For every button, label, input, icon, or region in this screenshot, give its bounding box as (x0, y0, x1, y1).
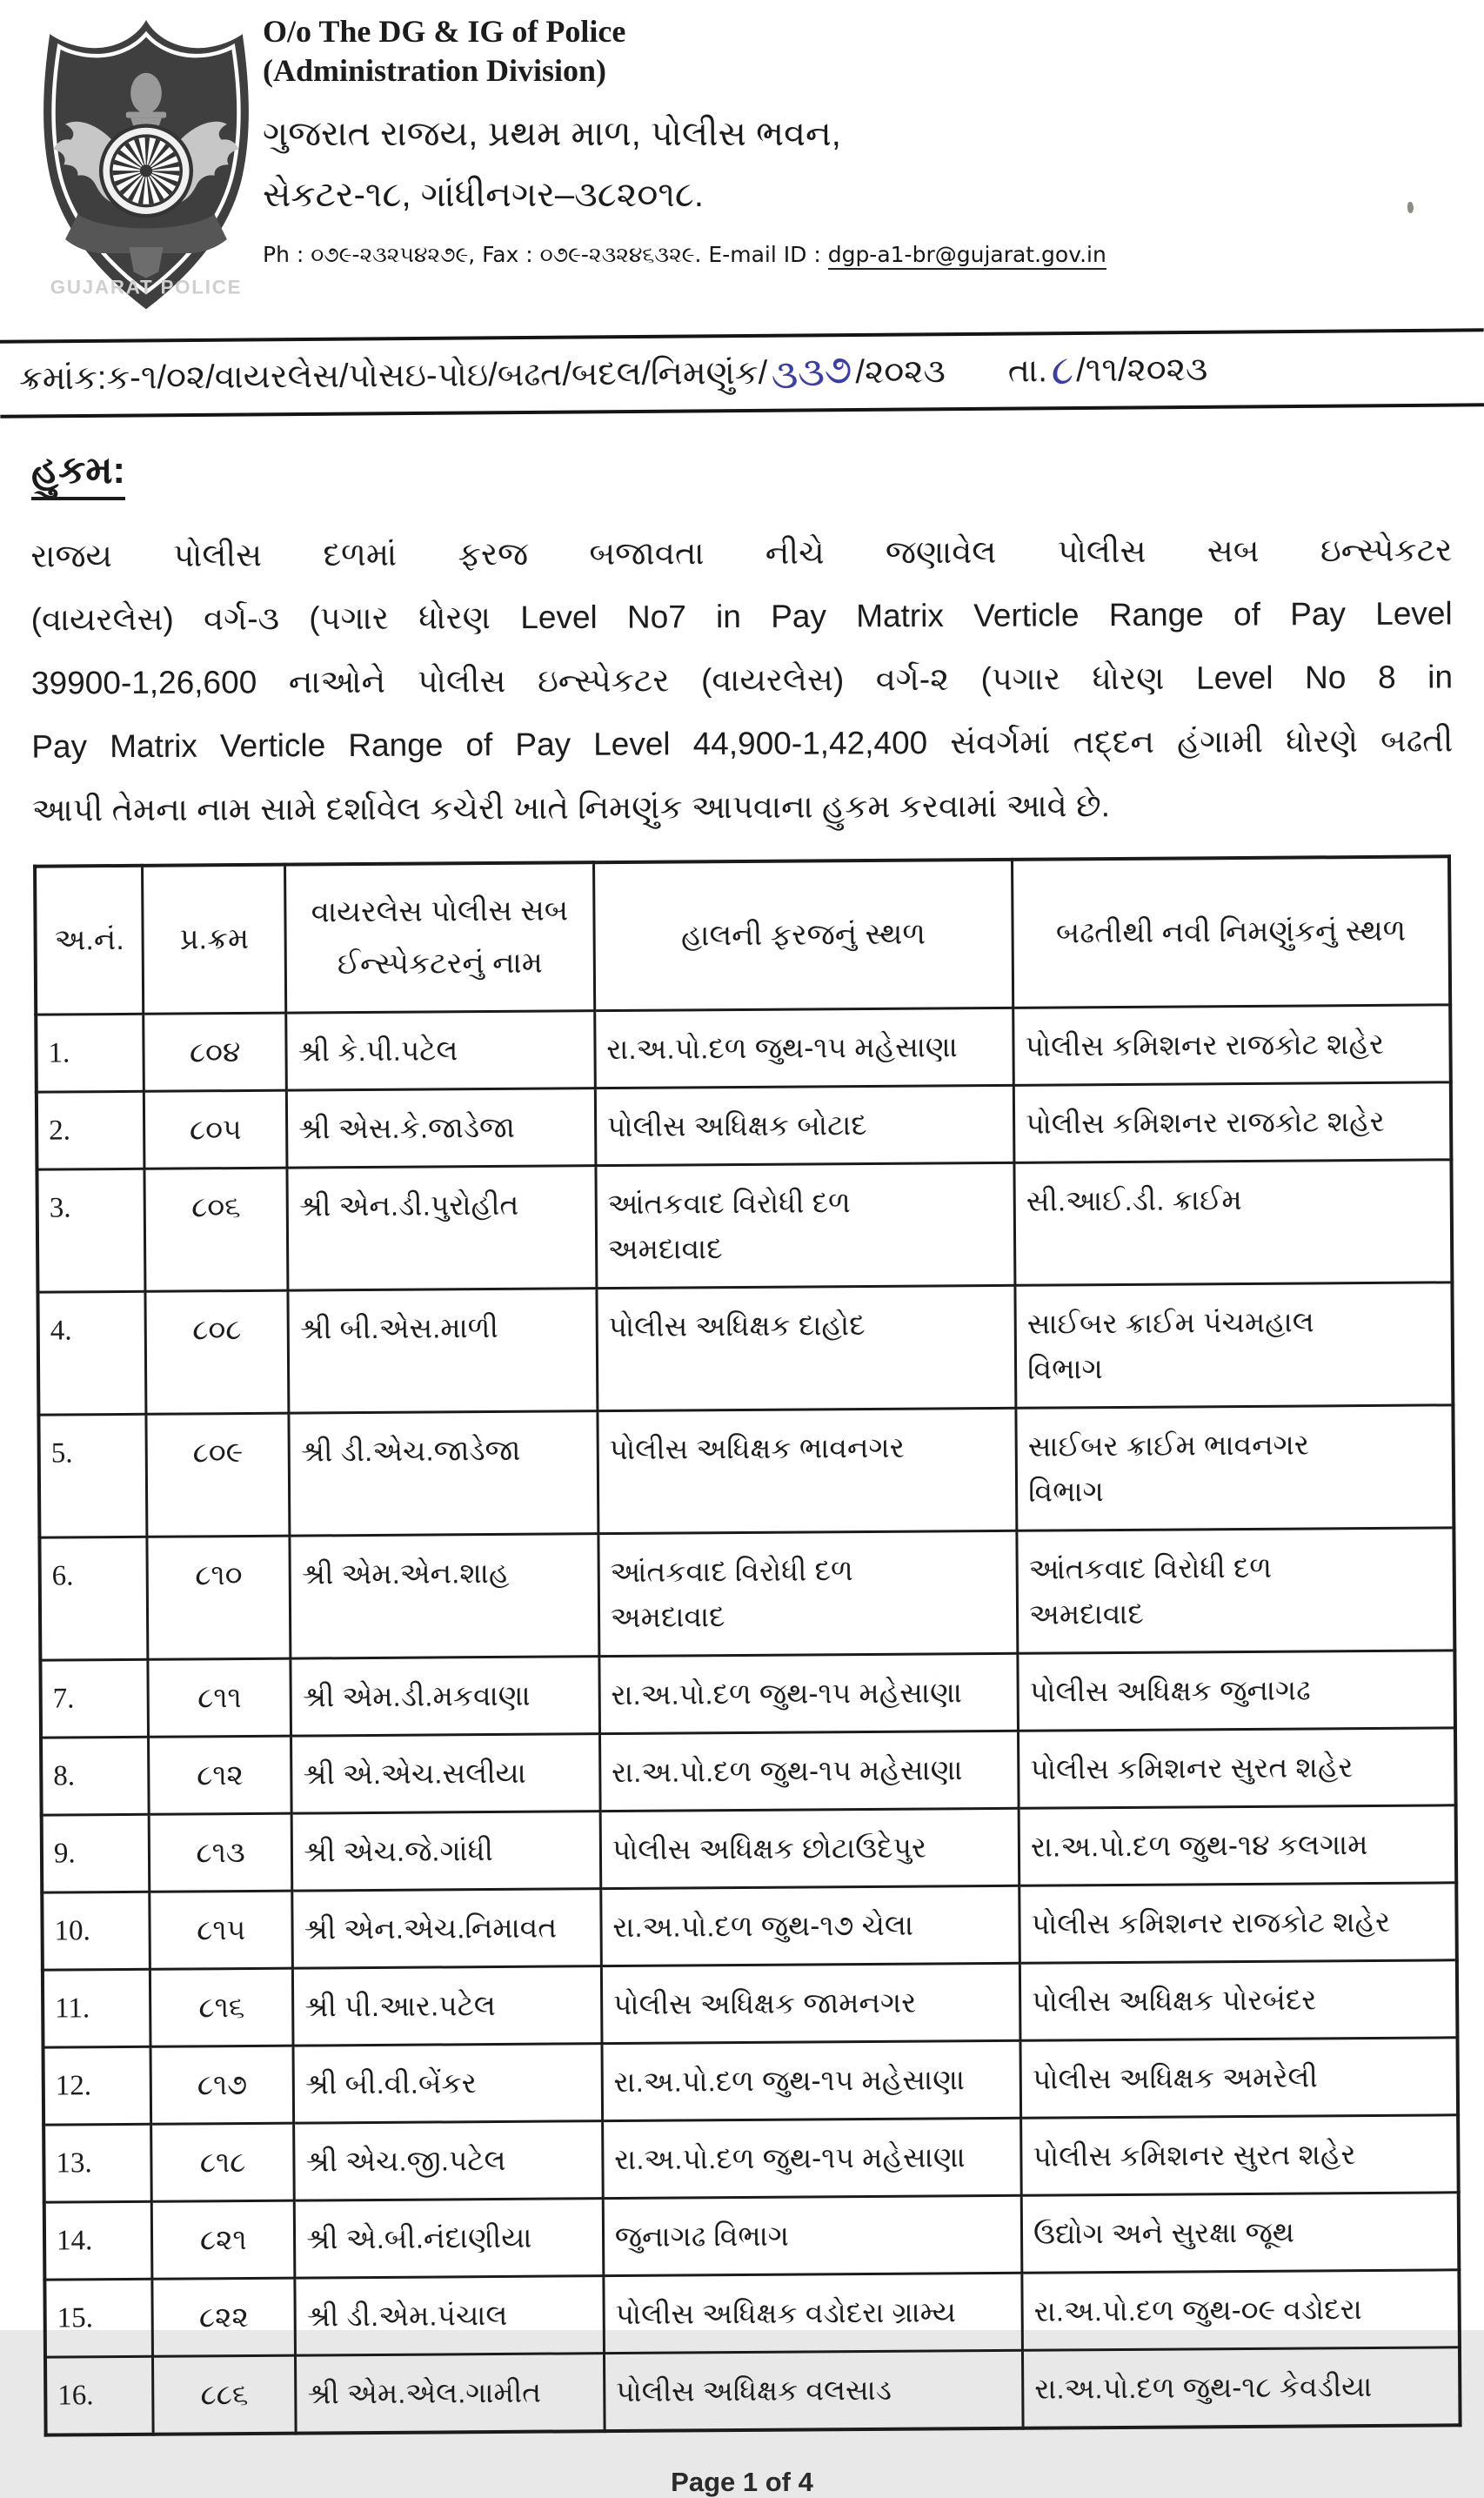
cell-serial: 1. (36, 1014, 144, 1092)
table-row (38, 1405, 1454, 1537)
cell-officer-name: શ્રી બી.એસ.માળી (288, 1289, 597, 1413)
order-body-line: Pay Matrix Verticle Range of Pay Level 44,900-1,42,400 સંવર્ગમાં તદ્દન હંગામી ધોરણે બઢતી (31, 722, 1454, 765)
reference-line (0, 332, 1484, 414)
cell-current-post: પોલીસ અધિક્ષક ભાવનગર (598, 1408, 1017, 1533)
cell-serial: 4. (37, 1291, 146, 1415)
cell-officer-name: શ્રી એમ.એલ.ગામીત (296, 2354, 605, 2434)
reference-band (0, 328, 1484, 418)
cell-current-post: રા.અ.પો.દળ જુથ-૧૫ મહેસાણા (594, 1008, 1013, 1088)
cell-officer-name: શ્રી ડી.એચ.જાડેજા (289, 1411, 598, 1536)
letterhead (0, 0, 1484, 332)
ref-gap (946, 382, 1008, 383)
cell-new-post: પોલીસ કમિશનર રાજકોટ શહેર (1013, 1005, 1451, 1086)
cell-officer-name: શ્રી એ.એચ.સલીયા (291, 1734, 600, 1813)
order-heading: હુકમ: (31, 449, 125, 500)
cell-officer-name: શ્રી એમ.ડી.મકવાણા (291, 1657, 599, 1736)
cell-new-post: રા.અ.પો.દળ જુથ-૦૯ વડોદરા (1022, 2270, 1460, 2351)
cell-officer-name: શ્રી એ.બી.નંદાણીયા (295, 2199, 604, 2278)
cell-current-post: પોલીસ અધિક્ષક જામનગર (601, 1963, 1020, 2043)
address-line-1: ગુજરાત રાજય, પ્રથમ માળ, પોલીસ ભવન, (263, 115, 841, 153)
table-row (37, 1160, 1452, 1292)
cell-seniority: ૮૧૧ (148, 1658, 291, 1737)
gujarat-police-logo (30, 10, 263, 322)
table-row (42, 1883, 1457, 1970)
table-row (40, 1651, 1455, 1738)
cell-seniority: ૮૦૪ (144, 1013, 287, 1091)
cell-seniority: ૮૧૫ (150, 1891, 293, 1969)
cell-new-post: પોલીસ કમિશનર રાજકોટ શહેર (1013, 1082, 1451, 1163)
cell-officer-name: શ્રી કે.પી.પટેલ (286, 1011, 595, 1090)
table-row (36, 1005, 1451, 1092)
cell-current-post: રા.અ.પો.દળ જુથ-૧૫ મહેસાણા (602, 2040, 1021, 2120)
cell-current-post: આંતકવાદ વિરોધી દળ અમદાવાદ (596, 1162, 1015, 1288)
cell-seniority: ૮૧૮ (151, 2123, 295, 2201)
promotion-table (33, 854, 1462, 2436)
order-body-line: 39900-1,26,600 નાઓને પોલીસ ઇન્સ્પેકટર (વાયરલેસ) વર્ગ-૨ (પગાર ધોરણ Level No 8 in (30, 659, 1454, 701)
table-body (36, 1005, 1460, 2435)
address-line-2: સેકટર-૧૮, ગાંધીનગર–૩૮૨૦૧૮. (263, 176, 705, 214)
table-row (42, 1805, 1457, 1892)
contact-line (263, 242, 1394, 268)
cell-serial: 8. (41, 1737, 149, 1815)
cell-serial: 5. (38, 1414, 147, 1537)
cell-current-post: રા.અ.પો.દળ જુથ-૧૫ મહેસાણા (599, 1653, 1019, 1733)
col-header-name: વાયરલેસ પોલીસ સબ ઈન્સ્પેકટરનું નામ (285, 862, 595, 1013)
cell-officer-name: શ્રી એમ.એન.શાહ (290, 1534, 598, 1658)
table-row (41, 1728, 1456, 1815)
cell-officer-name: શ્રી એચ.જી.પટેલ (294, 2121, 603, 2200)
col-header-seniority: પ્ર.ક્રમ (143, 865, 286, 1015)
phone-fax-text: Ph : ૦૭૯-૨૩૨૫૪૨૭૯, Fax : ૦૭૯-૨૩૨૪૬૩૨૯. E-mail ID : (263, 242, 828, 267)
ref-number-prefix: ક્રમાંક:ક-૧/૦૨/વાયરલેસ/પોસઇ-પોઇ/બઢત/બદલ/નિમણુંક/ (18, 354, 768, 398)
order-body-line: આપી તેમના નામ સામે દર્શાવેલ કચેરી ખાતે નિમણુંક આપવાના હુકમ કરવામાં આવે છે. (31, 787, 1111, 828)
col-header-serial: અ.નં. (35, 866, 144, 1015)
cell-serial: 13. (43, 2124, 151, 2202)
cell-new-post: પોલીસ અધિક્ષક જુનાગઢ (1018, 1651, 1455, 1731)
col-header-new-post: બઢતીથી નવી નિમણુંકનું સ્થળ (1013, 856, 1451, 1008)
cell-current-post: આંતકવાદ વિરોધી દળ અમદાવાદ (598, 1530, 1018, 1656)
cell-new-post: પોલીસ કમિશનર રાજકોટ શહેર (1019, 1883, 1457, 1964)
cell-seniority: ૮૦૯ (146, 1413, 290, 1537)
cell-seniority: ૮૧૬ (150, 1968, 293, 2046)
cell-new-post: સાઈબર ક્રાઈમ પંચમહાલ વિભાગ (1015, 1282, 1453, 1409)
ref-number-suffix: /૨૦૨૩ (855, 353, 946, 391)
table-row (37, 1082, 1452, 1169)
office-division: (Administration Division) (263, 53, 607, 88)
cell-new-post: પોલીસ કમિશનર સુરત શહેર (1021, 2115, 1459, 2196)
cell-serial: 2. (37, 1091, 144, 1169)
ref-number-handwritten: ૩૩૭ (769, 345, 854, 399)
cell-new-post: પોલીસ અધિક્ષક અમરેલી (1020, 2038, 1458, 2119)
cell-current-post: રા.અ.પો.દળ જુથ-૧૫ મહેસાણા (602, 2118, 1021, 2198)
cell-seniority: ૮૮૬ (153, 2355, 297, 2434)
cell-current-post: રા.અ.પો.દળ જુથ-૧૭ ચેલા (600, 1885, 1019, 1966)
cell-new-post: પોલીસ કમિશનર સુરત શહેર (1019, 1728, 1456, 1809)
cell-serial: 16. (45, 2356, 153, 2434)
cell-serial: 10. (42, 1892, 150, 1970)
table-row (43, 1960, 1458, 2047)
cell-current-post: પોલીસ અધિક્ષક છોટાઉદેપુર (600, 1808, 1019, 1888)
cell-seniority: ૮૧૭ (150, 2046, 294, 2124)
cell-current-post: પોલીસ અધિક્ષક વડોદરા ગ્રામ્ય (604, 2273, 1023, 2353)
cell-officer-name: શ્રી એચ.જે.ગાંધી (291, 1812, 600, 1891)
cell-new-post: રા.અ.પો.દળ જુથ-૧૮ કેવડીયા (1023, 2347, 1461, 2428)
ref-date-handwritten: ૮ (1048, 345, 1075, 395)
cell-seniority: ૮૦૬ (144, 1168, 288, 1291)
cell-serial: 6. (39, 1537, 148, 1660)
order-body-line: (વાયરલેસ) વર્ગ-૩ (પગાર ધોરણ Level No7 in Pay Matrix Verticle Range of Pay Level (30, 595, 1453, 638)
cell-new-post: સાઈબર ક્રાઈમ ભાવનગર વિભાગ (1016, 1405, 1454, 1531)
cell-serial: 7. (40, 1659, 148, 1738)
cell-new-post: સી.આઈ.ડી. ક્રાઈમ (1014, 1160, 1452, 1286)
cell-seniority: ૮૦૫ (144, 1090, 287, 1169)
cell-seniority: ૮૧૦ (147, 1536, 291, 1659)
cell-seniority: ૮૨૨ (152, 2278, 296, 2356)
table-row (45, 2347, 1461, 2435)
email-link: dgp-a1-br@gujarat.gov.in (828, 242, 1106, 270)
col-header-current-post: હાલની ફરજનું સ્થળ (593, 860, 1013, 1011)
table-header-row (35, 856, 1450, 1015)
cell-current-post: પોલીસ અધિક્ષક દાહોદ (597, 1285, 1016, 1410)
cell-new-post: પોલીસ અધિક્ષક પોરબંદર (1019, 1960, 1457, 2041)
cell-officer-name: શ્રી બી.વી.બેંકર (293, 2044, 602, 2123)
cell-officer-name: શ્રી ડી.એમ.પંચાલ (295, 2276, 604, 2355)
cell-current-post: પોલીસ અધિક્ષક બોટાદ (595, 1085, 1014, 1165)
logo-text: GUJARAT POLICE (50, 276, 243, 298)
cell-officer-name: શ્રી એન.ડી.પુરોહીત (287, 1166, 596, 1290)
cell-serial: 9. (42, 1814, 150, 1892)
page-number: Page 1 of 4 (671, 2467, 813, 2497)
office-name: O/o The DG & IG of Police (263, 14, 626, 49)
cell-seniority: ૮૧૨ (149, 1736, 292, 1814)
ref-date-prefix: તા. (1007, 352, 1048, 390)
cell-current-post: પોલીસ અધિક્ષક વલસાડ (604, 2350, 1023, 2431)
table-row (43, 2038, 1459, 2125)
cell-seniority: ૮૧૩ (149, 1813, 292, 1892)
table-row (44, 2270, 1460, 2357)
cell-serial: 12. (43, 2046, 151, 2125)
order-body-line: રાજય પોલીસ દળમાં ફરજ બજાવતા નીચે જણાવેલ પોલીસ સબ ઇન્સ્પેકટર (30, 532, 1453, 574)
ashoka-chakra-icon (101, 126, 191, 217)
ref-date-suffix: /૧૧/૨૦૨૩ (1076, 351, 1208, 389)
order-body (30, 518, 1454, 841)
table-row (39, 1528, 1454, 1660)
cell-current-post: જુનાગઢ વિભાગ (603, 2195, 1022, 2275)
promotion-table-wrap (33, 854, 1462, 2436)
cell-serial: 11. (43, 1969, 150, 2047)
cell-new-post: ઉદ્યોગ અને સુરક્ષા જૂથ (1021, 2193, 1459, 2274)
letterhead-text (263, 12, 1394, 268)
table-row (44, 2193, 1460, 2280)
cell-seniority: ૮૦૮ (145, 1290, 289, 1414)
cell-new-post: રા.અ.પો.દળ જુથ-૧૪ કલગામ (1019, 1805, 1456, 1886)
cell-serial: 14. (44, 2201, 152, 2280)
cell-current-post: રા.અ.પો.દળ જુથ-૧૫ મહેસાણા (599, 1731, 1019, 1811)
cell-seniority: ૮૨૧ (151, 2200, 295, 2279)
cell-new-post: આંતકવાદ વિરોધી દળ અમદાવાદ (1017, 1528, 1454, 1654)
cell-officer-name: શ્રી એન.એચ.નિમાવત (292, 1889, 601, 1968)
ink-speck (1407, 202, 1414, 213)
cell-officer-name: શ્રી પી.આર.પટેલ (293, 1966, 602, 2046)
table-row (43, 2115, 1459, 2202)
cell-serial: 3. (37, 1169, 145, 1292)
table-row (37, 1282, 1453, 1415)
cell-officer-name: શ્રી એસ.કે.જાડેજા (287, 1088, 596, 1168)
cell-serial: 15. (44, 2279, 152, 2357)
